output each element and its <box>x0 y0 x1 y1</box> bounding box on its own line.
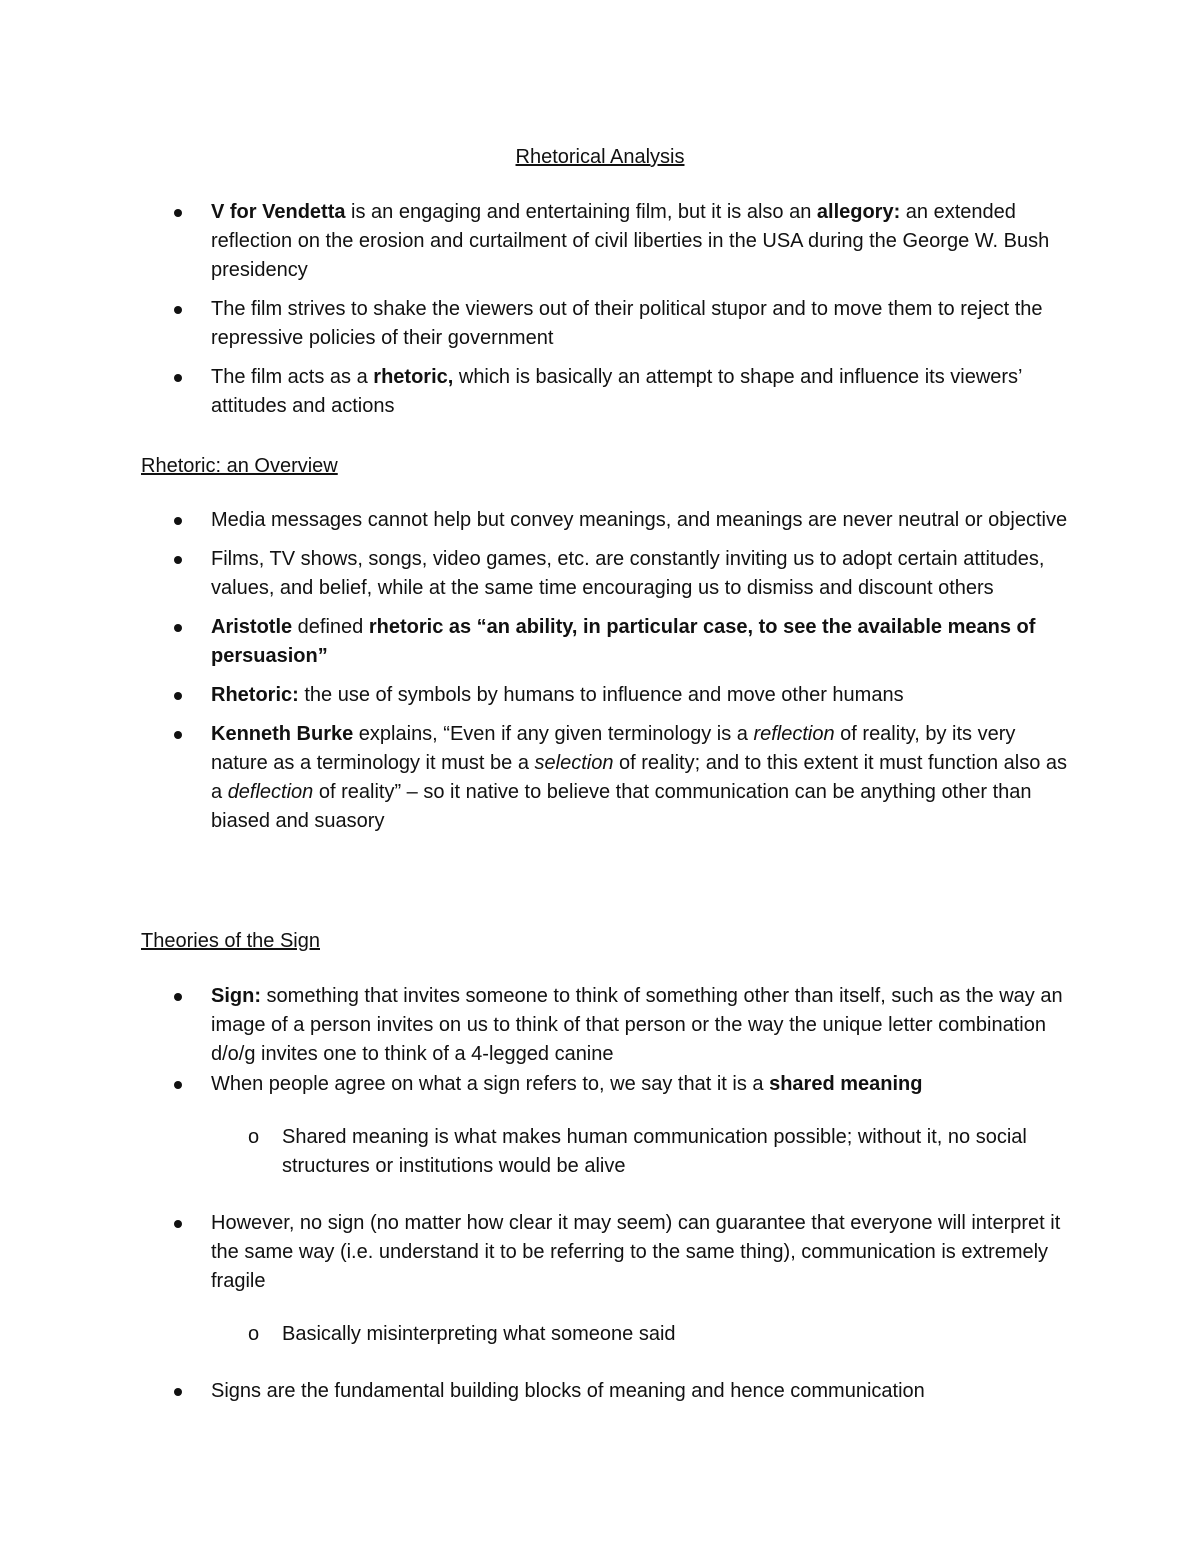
bullet-icon <box>174 556 182 564</box>
list-item: Aristotle defined rhetoric as “an ability, in particular case, to see the available means of persuasion” <box>0 613 1200 671</box>
bullet-icon <box>174 1388 182 1396</box>
list-item: However, no sign (no matter how clear it may seem) can guarantee that everyone will interpret it the same way (i.e. understand it to be referring to the same thing), communication is extremely fragile o Basically misinterpreting what someone said <box>0 1209 1200 1349</box>
sub-list <box>211 1320 1070 1349</box>
bullet-icon <box>174 374 182 382</box>
bullet-icon <box>174 306 182 314</box>
list-item: The film acts as a rhetoric, which is basically an attempt to shape and influence its viewers’ attitudes and actions <box>0 363 1200 421</box>
list-item: V for Vendetta is an engaging and entertaining film, but it is also an allegory: an extended reflection on the erosion and curtailment of civil liberties in the USA during the George W. Bush presidency <box>0 198 1200 285</box>
list-item: The film strives to shake the viewers out of their political stupor and to move them to reject the repressive policies of their government <box>0 295 1200 353</box>
sub-list <box>211 1123 1070 1181</box>
bullet-icon <box>174 209 182 217</box>
list-item: Media messages cannot help but convey meanings, and meanings are never neutral or objective <box>0 506 1200 535</box>
circle-bullet-icon: o <box>248 1323 260 1345</box>
list-item: Kenneth Burke explains, “Even if any given terminology is a reflection of reality, by its very nature as a terminology it must be a selection of reality; and to this extent it must function also as a deflection of reality” – so it native to believe that communication can be anything other than biased and suasory <box>0 720 1200 836</box>
rhetoric-overview-list <box>0 506 1200 836</box>
theories-of-sign-list <box>0 982 1200 1406</box>
bullet-icon <box>174 1220 182 1228</box>
section-heading-theories-of-sign: Theories of the Sign <box>141 930 320 952</box>
bullet-icon <box>174 731 182 739</box>
bullet-icon <box>174 692 182 700</box>
list-item: Sign: something that invites someone to think of something other than itself, such as the way an image of a person invites on us to think of that person or the way the unique letter combination d/o/g invites one to think of a 4-legged canine <box>0 982 1200 1069</box>
bullet-icon <box>174 624 182 632</box>
bullet-icon <box>174 1081 182 1089</box>
sub-list-item: o Basically misinterpreting what someone said <box>211 1320 1070 1349</box>
bullet-icon <box>174 993 182 1001</box>
list-item: Films, TV shows, songs, video games, etc. are constantly inviting us to adopt certain attitudes, values, and belief, while at the same time encouraging us to dismiss and discount others <box>0 545 1200 603</box>
list-item: Signs are the fundamental building blocks of meaning and hence communication <box>0 1377 1200 1406</box>
section-heading-rhetoric-overview: Rhetoric: an Overview <box>141 455 338 477</box>
circle-bullet-icon: o <box>248 1126 260 1148</box>
intro-list <box>0 198 1200 421</box>
list-item: Rhetoric: the use of symbols by humans to influence and move other humans <box>0 681 1200 710</box>
sub-list-item: o Shared meaning is what makes human communication possible; without it, no social structures or institutions would be alive <box>211 1123 1070 1181</box>
page-title: Rhetorical Analysis <box>515 146 685 168</box>
bullet-icon <box>174 517 182 525</box>
list-item: When people agree on what a sign refers to, we say that it is a shared meaning o Shared meaning is what makes human communication possible; without it, no social structures or institutions would be alive <box>0 1070 1200 1181</box>
